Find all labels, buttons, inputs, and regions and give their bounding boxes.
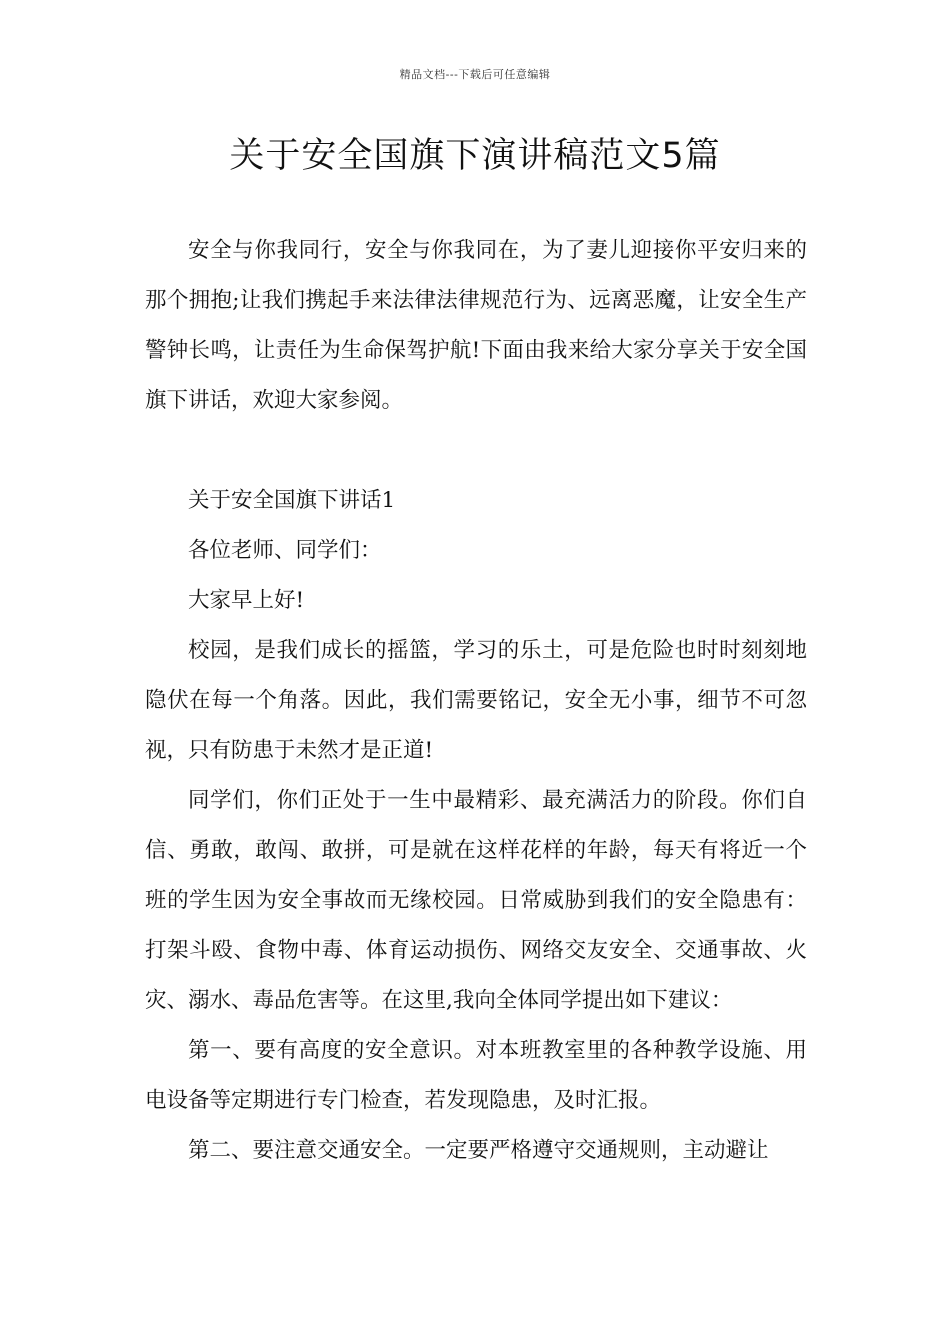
document-body <box>145 226 807 1176</box>
section-heading: 关于安全国旗下讲话1 <box>188 488 396 513</box>
document-title: 关于安全国旗下演讲稿范文5篇 <box>229 136 721 176</box>
body-paragraph: 第一、要有高度的安全意识。对本班教室里的各种教学设施、用电设备等定期进行专门检查，若发现隐患，及时汇报。 <box>145 1038 807 1113</box>
intro-paragraph: 安全与你我同行，安全与你我同在，为了妻儿迎接你平安归来的那个拥抱;让我们携起手来法律法律规范行为、远离恶魔，让安全生产警钟长鸣，让责任为生命保驾护航!下面由我来给大家分享关于安全国旗下讲话，欢迎大家参阅。 <box>145 238 807 413</box>
body-paragraph: 校园，是我们成长的摇篮，学习的乐土，可是危险也时时刻刻地隐伏在每一个角落。因此，我们需要铭记，安全无小事，细节不可忽视，只有防患于未然才是正道! <box>145 638 807 763</box>
body-paragraph: 第二、要注意交通安全。一定要严格遵守交通规则，主动避让 <box>188 1138 769 1163</box>
body-paragraph: 同学们，你们正处于一生中最精彩、最充满活力的阶段。你们自信、勇敢，敢闯、敢拼，可是就在这样花样的年龄，每天有将近一个班的学生因为安全事故而无缘校园。日常威胁到我们的安全隐患有：打架斗殴、食物中毒、体育运动损伤、网络交友安全、交通事故、火灾、溺水、毒品危害等。在这里,我向全体同学提出如下建议： <box>145 788 807 1013</box>
header-note: 精品文档---下载后可任意编辑 <box>399 68 551 81</box>
greeting: 大家早上好! <box>188 588 305 613</box>
salutation: 各位老师、同学们： <box>188 538 382 563</box>
